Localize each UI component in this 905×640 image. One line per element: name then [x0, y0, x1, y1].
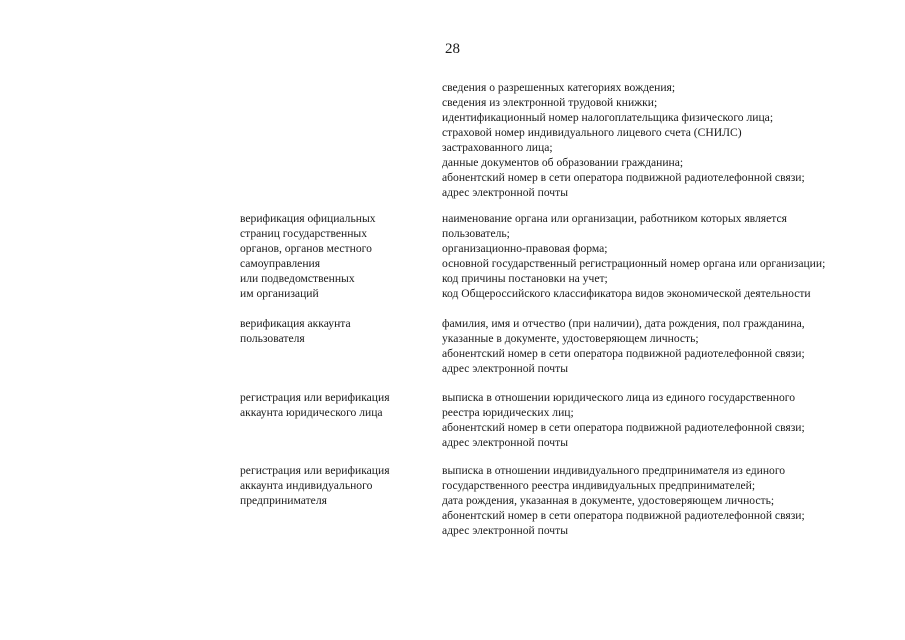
purpose-line: аккаунта индивидуального: [240, 479, 373, 492]
data-line: организационно-правовая форма;: [442, 242, 608, 255]
data-line: наименование органа или организации, работником которых является: [442, 212, 787, 225]
purpose-cell: [240, 463, 430, 508]
intro-line: адрес электронной почты: [442, 186, 568, 199]
intro-line: абонентский номер в сети оператора подвижной радиотелефонной связи;: [442, 171, 805, 184]
data-line: код Общероссийского классификатора видов экономической деятельности: [442, 287, 811, 300]
data-line: реестра юридических лиц;: [442, 406, 574, 419]
data-line: основной государственный регистрационный номер органа или организации;: [442, 257, 826, 270]
data-line: адрес электронной почты: [442, 436, 568, 449]
purpose-line: самоуправления: [240, 257, 321, 270]
data-cell: [442, 390, 897, 450]
purpose-line: органов, органов местного: [240, 242, 372, 255]
data-line: выписка в отношении юридического лица из единого государственного: [442, 391, 796, 404]
purpose-cell: [240, 211, 430, 301]
data-line: фамилия, имя и отчество (при наличии), дата рождения, пол гражданина,: [442, 317, 805, 330]
data-line: абонентский номер в сети оператора подвижной радиотелефонной связи;: [442, 347, 805, 360]
data-line: абонентский номер в сети оператора подвижной радиотелефонной связи;: [442, 421, 805, 434]
data-line: выписка в отношении индивидуального предпринимателя из единого: [442, 464, 786, 477]
purpose-line: страниц государственных: [240, 227, 368, 240]
data-cell: [442, 316, 897, 376]
intro-line: застрахованного лица;: [442, 141, 553, 154]
purpose-line: регистрация или верификация: [240, 464, 390, 477]
intro-line: страховой номер индивидуального лицевого счета (СНИЛС): [442, 126, 742, 139]
data-line: государственного реестра индивидуальных предпринимателей;: [442, 479, 756, 492]
data-line: код причины постановки на учет;: [442, 272, 608, 285]
purpose-cell: [240, 390, 430, 420]
page-number: 28: [445, 41, 460, 57]
data-line: абонентский номер в сети оператора подвижной радиотелефонной связи;: [442, 509, 805, 522]
intro-line: сведения о разрешенных категориях вождения;: [442, 81, 676, 94]
purpose-line: пользователя: [240, 332, 305, 345]
purpose-line: аккаунта юридического лица: [240, 406, 383, 419]
purpose-line: верификация официальных: [240, 212, 376, 225]
purpose-cell: [240, 316, 430, 346]
data-line: дата рождения, указанная в документе, удостоверяющем личность;: [442, 494, 775, 507]
intro-data-column: [442, 80, 897, 200]
purpose-line: предпринимателя: [240, 494, 327, 507]
purpose-line: регистрация или верификация: [240, 391, 390, 404]
purpose-line: верификация аккаунта: [240, 317, 351, 330]
data-line: адрес электронной почты: [442, 362, 568, 375]
data-cell: [442, 463, 897, 538]
intro-line: данные документов об образовании гражданина;: [442, 156, 684, 169]
purpose-line: или подведомственных: [240, 272, 355, 285]
purpose-line: им организаций: [240, 287, 319, 300]
data-line: адрес электронной почты: [442, 524, 568, 537]
data-line: пользователь;: [442, 227, 510, 240]
intro-line: идентификационный номер налогоплательщика физического лица;: [442, 111, 774, 124]
data-cell: [442, 211, 897, 301]
data-line: указанные в документе, удостоверяющем личность;: [442, 332, 699, 345]
intro-line: сведения из электронной трудовой книжки;: [442, 96, 658, 109]
